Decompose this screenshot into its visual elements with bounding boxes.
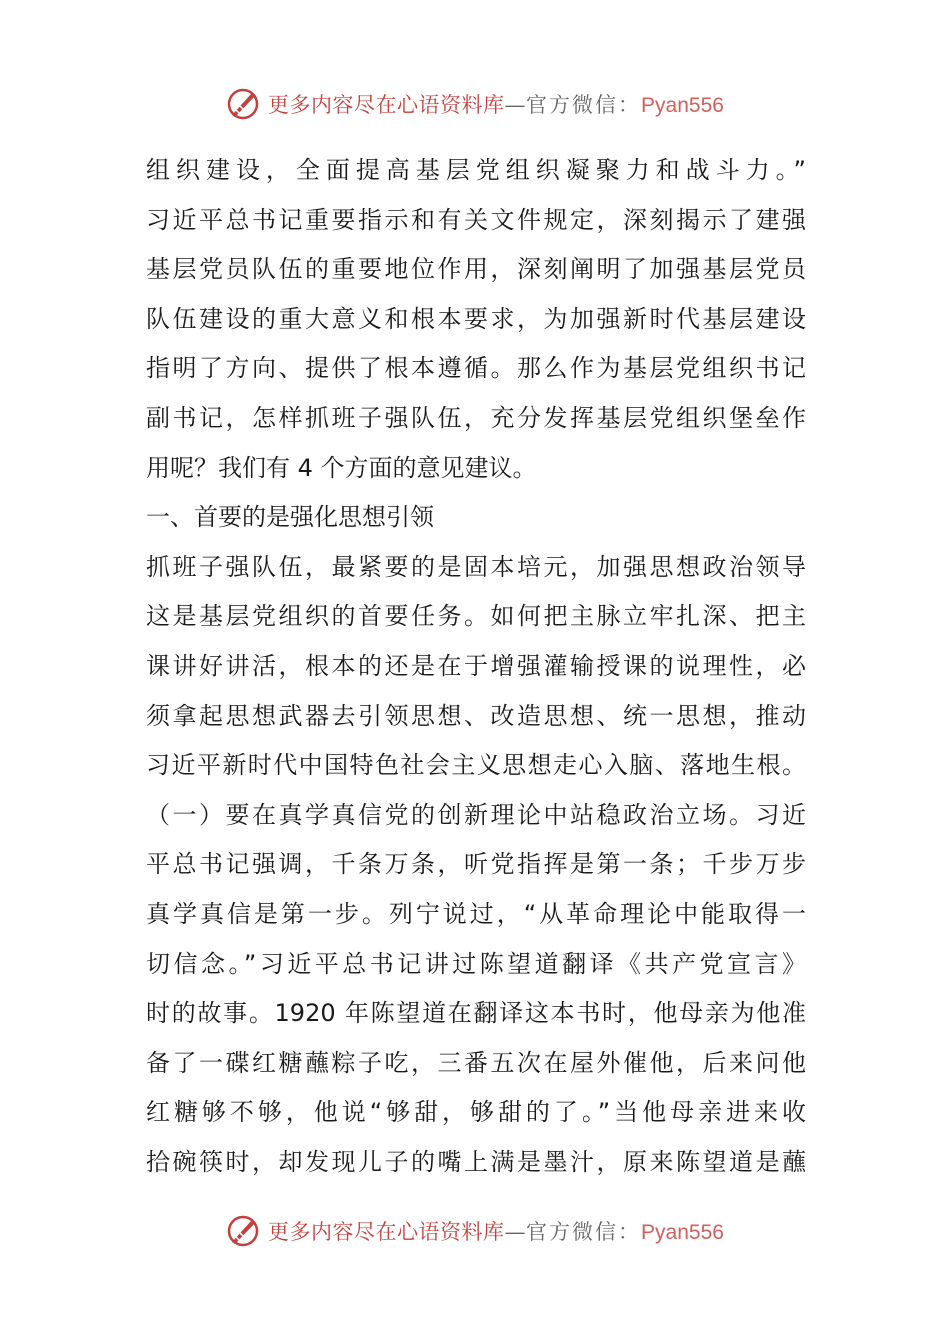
text-line: （一）要在真学真信党的创新理论中站稳政治立场。习近: [146, 800, 806, 829]
text-line: 时的故事。1920 年陈望道在翻译这本书时，他母亲为他准: [146, 999, 806, 1028]
watermark-wechat-id: Pyan556: [641, 94, 724, 117]
watermark-wechat-id: Pyan556: [641, 1221, 724, 1244]
text-line: 课讲好讲活，根本的还是在于增强灌输授课的说理性，必: [146, 651, 806, 680]
watermark-brand: 更多内容尽在心语资料库: [268, 93, 505, 117]
watermark-separator: —: [504, 93, 527, 117]
text-line: 平总书记强调，千条万条，听党指挥是第一条；千步万步: [146, 850, 806, 879]
text-line: 须拿起思想武器去引领思想、改造思想、统一思想，推动: [146, 701, 806, 730]
watermark-brand: 更多内容尽在心语资料库: [268, 1220, 505, 1244]
watermark-wechat-label: 官方微信：: [526, 93, 642, 117]
watermark-footer: [0, 1211, 950, 1251]
watermark-separator: —: [504, 1220, 527, 1244]
watermark-text: [268, 89, 724, 119]
text-line: 指明了方向、提供了根本遵循。那么作为基层党组织书记: [146, 354, 806, 383]
text-line: 队伍建设的重大意义和根本要求，为加强新时代基层建设: [146, 304, 806, 333]
text-line: 这是基层党组织的首要任务。如何把主脉立牢扎深、把主: [146, 602, 806, 631]
text-line: 组织建设，全面提高基层党组织凝聚力和战斗力。”: [146, 156, 806, 184]
text-line: 红糖够不够，他说“够甜，够甜的了。”当他母亲进来收: [146, 1098, 806, 1127]
text-line: 拾碗筷时，却发现儿子的嘴上满是墨汁，原来陈望道是蘸: [146, 1147, 806, 1176]
text-line: 基层党员队伍的重要地位作用，深刻阐明了加强基层党员: [146, 255, 806, 284]
document-body: [146, 146, 806, 1187]
text-line: 习近平总书记重要指示和有关文件规定，深刻揭示了建强: [146, 205, 806, 234]
watermark-wechat-label: 官方微信：: [526, 1220, 642, 1244]
watermark-header: [0, 84, 950, 124]
text-line: 备了一碟红糖蘸粽子吃，三番五次在屋外催他，后来问他: [146, 1048, 806, 1077]
text-line: 习近平新时代中国特色社会主义思想走心入脑、落地生根。: [146, 751, 806, 780]
section-heading: 一、首要的是强化思想引领: [146, 503, 434, 532]
text-line: 切信念。”习近平总书记讲过陈望道翻译《共产党宣言》: [146, 949, 806, 978]
text-line: 副书记，怎样抓班子强队伍，充分发挥基层党组织堡垒作: [146, 403, 806, 432]
text-line: 抓班子强队伍，最紧要的是固本培元，加强思想政治领导: [146, 552, 806, 581]
quill-logo-icon: [226, 87, 260, 121]
watermark-text: [268, 1216, 724, 1246]
quill-logo-icon: [226, 1214, 260, 1248]
text-line: 真学真信是第一步。列宁说过，“从革命理论中能取得一: [146, 899, 806, 928]
text-line: 用呢？我们有 4 个方面的意见建议。: [146, 453, 537, 482]
